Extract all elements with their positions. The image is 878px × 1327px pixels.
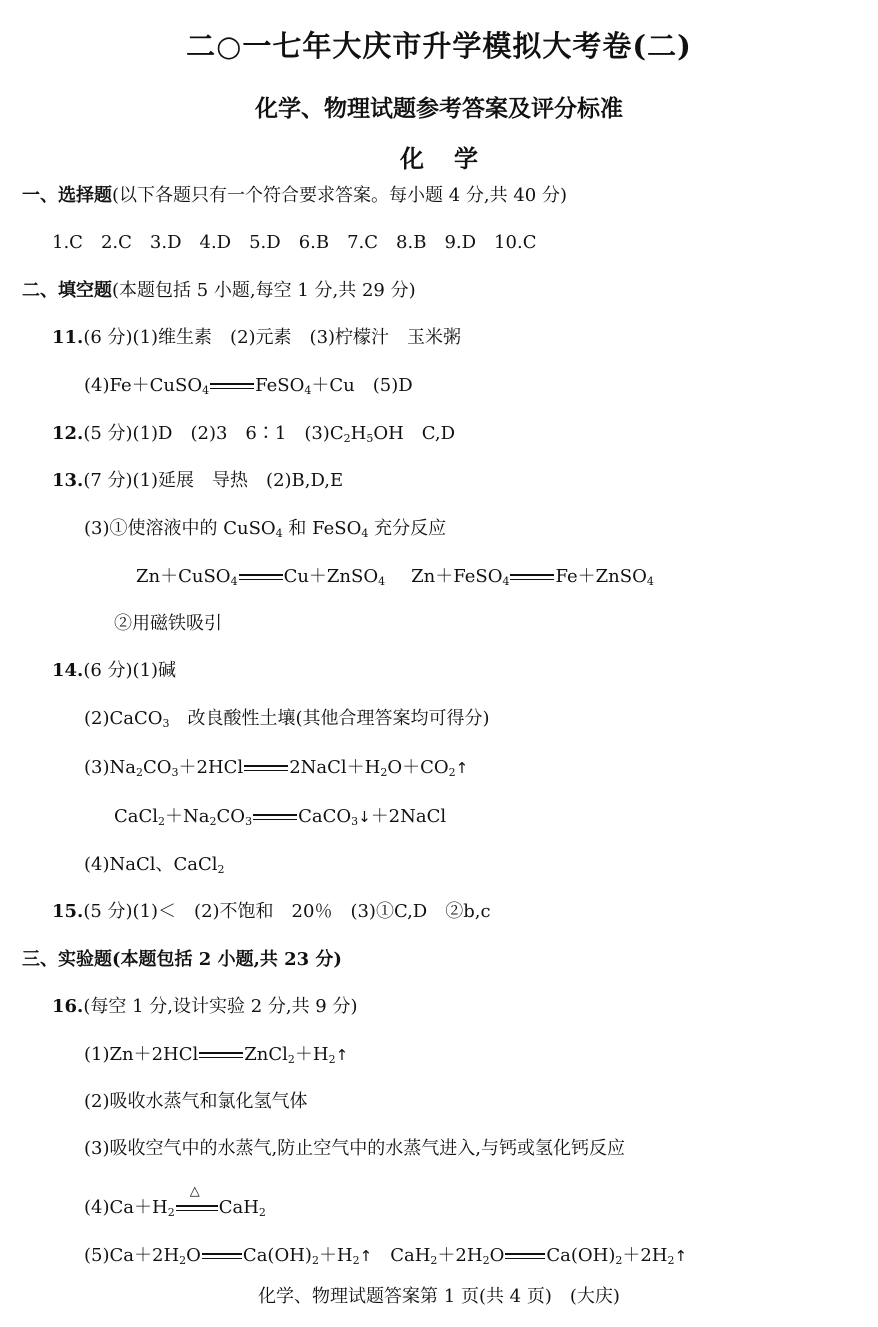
q13-b-sub2: 4	[361, 527, 369, 540]
q12-number: 12.	[52, 423, 84, 444]
q16-5-sub2: 2	[311, 1254, 319, 1267]
q11-answer-a: (6 分)(1)维生素 (2)元素 (3)柠檬汁 玉米粥	[83, 327, 462, 348]
q16-5-sub6: 2	[615, 1254, 623, 1267]
q12-sub2: 5	[366, 432, 374, 445]
q13-eq1b: Cu＋ZnSO	[283, 566, 379, 587]
section-2-heading	[22, 279, 416, 303]
q13-a: (7 分)(1)延展 导热 (2)B,D,E	[83, 470, 344, 491]
equals-sign	[244, 765, 288, 771]
q14-c2: CO	[142, 757, 172, 778]
section-1-note: (以下各题只有一个符合要求答案。每小题 4 分,共 40 分)	[112, 185, 568, 206]
q16-5-sub3: 2	[352, 1254, 360, 1267]
q14-d3: CO	[216, 806, 246, 827]
gas-up-arrow-icon: ↑	[359, 1247, 373, 1265]
q16-4-sub1: 2	[167, 1206, 175, 1219]
q13-b3: 充分反应	[368, 518, 447, 539]
q14-d5: ＋2NaCl	[370, 806, 447, 827]
q11-line-2	[84, 374, 413, 398]
q16-line-2	[84, 1043, 348, 1067]
q14-c1: (3)Na	[84, 757, 136, 778]
precipitate-down-arrow-icon: ↓	[358, 808, 371, 826]
q13-equations	[136, 565, 654, 589]
equals-sign	[253, 814, 297, 820]
q13-eq2b: Fe＋ZnSO	[555, 566, 647, 587]
q14-a: (6 分)(1)碱	[83, 660, 177, 681]
section-2-note: (本题包括 5 小题,每空 1 分,共 29 分)	[112, 280, 416, 301]
q16-number: 16.	[52, 996, 84, 1017]
q16-line-6	[84, 1244, 687, 1268]
q16-line-3: (2)吸收水蒸气和氯化氢气体	[84, 1091, 308, 1112]
q14-c-sub2: 3	[171, 766, 179, 779]
q12-b: H	[350, 423, 367, 444]
q14-line-2	[84, 707, 490, 731]
q11-b-sub2: 4	[304, 384, 312, 397]
section-1-title: 一、选择题	[22, 185, 112, 206]
q16-5-sub7: 2	[667, 1254, 675, 1267]
q16-line-5	[84, 1184, 266, 1220]
q14-c-sub1: 2	[135, 766, 143, 779]
equals-sign	[210, 383, 254, 389]
q13-line-4: ②用磁铁吸引	[114, 613, 222, 634]
q14-line-4	[114, 805, 446, 829]
q13-eq2a: Zn＋FeSO	[411, 566, 503, 587]
q12-a: (5 分)(1)D (2)3 6∶1 (3)C	[83, 423, 344, 444]
q13-b2: 和 FeSO	[282, 518, 362, 539]
q16-4-sub2: 2	[258, 1206, 266, 1219]
q14-c3: ＋2HCl	[178, 757, 244, 778]
q16-5g: O	[489, 1245, 505, 1266]
q14-d-sub1: 2	[158, 815, 166, 828]
section-3-heading: 三、实验题(本题包括 2 小题,共 23 分)	[22, 949, 342, 970]
q16-line-4: (3)吸收空气中的水蒸气,防止空气中的水蒸气进入,与钙或氢化钙反应	[84, 1138, 625, 1159]
q16-1c: ＋H	[294, 1044, 329, 1065]
section-2-title: 二、填空题	[22, 280, 112, 301]
q11-b-sub1: 4	[202, 384, 210, 397]
gas-up-arrow-icon: ↑	[674, 1247, 688, 1265]
q14-c5: O＋CO	[387, 757, 449, 778]
q11-number: 11.	[52, 327, 84, 348]
q14-b1: (2)CaCO	[84, 708, 163, 729]
q11-b1: (4)Fe＋CuSO	[84, 375, 203, 396]
heat-equals-sign	[176, 1184, 218, 1211]
q15-number: 15.	[52, 901, 84, 922]
q14-c4: 2NaCl＋H	[289, 757, 381, 778]
q14-line-3	[84, 756, 468, 780]
q14-d-sub4: 3	[351, 815, 359, 828]
q11-b2: FeSO	[255, 375, 305, 396]
q16-5a: (5)Ca＋2H	[84, 1245, 180, 1266]
document-title: 二○一七年大庆市升学模拟大考卷(二)	[186, 29, 692, 63]
q16-4a: (4)Ca＋H	[84, 1197, 168, 1218]
q12-sub1: 2	[343, 432, 351, 445]
q16-5b: O	[186, 1245, 201, 1266]
q14-number: 14.	[52, 660, 84, 681]
q13-b-sub1: 4	[275, 527, 283, 540]
q16-1-sub2: 2	[328, 1053, 336, 1066]
q14-line-5	[84, 853, 225, 877]
q13-number: 13.	[52, 470, 84, 491]
q14-d1: CaCl	[114, 806, 159, 827]
document-subtitle: 化学、物理试题参考答案及评分标准	[255, 95, 623, 122]
q14-b-sub: 3	[162, 717, 170, 730]
q16-5f: ＋2H	[437, 1245, 483, 1266]
section-1-heading	[22, 184, 567, 208]
equals-sign	[202, 1253, 242, 1259]
q16-4b: CaH	[218, 1197, 259, 1218]
q14-c-sub4: 2	[448, 766, 456, 779]
q13-eq1-sub2: 4	[378, 575, 386, 588]
q13-eq1-sub1: 4	[230, 575, 238, 588]
q16-a: (每空 1 分,设计实验 2 分,共 9 分)	[83, 996, 358, 1017]
q14-c-sub3: 2	[380, 766, 388, 779]
subject-heading: 化学	[400, 144, 508, 173]
q11-line-1	[52, 326, 461, 350]
equals-sign	[239, 574, 283, 580]
q15-a: (5 分)(1)＜ (2)不饱和 20％ (3)①C,D ②b,c	[83, 901, 491, 922]
q14-d-sub3: 3	[245, 815, 253, 828]
q14-d-sub2: 2	[209, 815, 217, 828]
q16-5d: ＋H	[318, 1245, 353, 1266]
q12-line	[52, 422, 455, 446]
q14-line-1	[52, 659, 176, 683]
q13-b1: (3)①使溶液中的 CuSO	[84, 518, 276, 539]
q16-5-sub5: 2	[482, 1254, 490, 1267]
gas-up-arrow-icon: ↑	[335, 1046, 349, 1064]
q16-5-sub1: 2	[179, 1254, 187, 1267]
q16-5-sub4: 2	[430, 1254, 438, 1267]
equals-sign	[510, 574, 554, 580]
q15-line	[52, 900, 491, 924]
q14-b2: 改良酸性土壤(其他合理答案均可得分)	[169, 708, 490, 729]
q12-c: OH C,D	[373, 423, 456, 444]
q14-e-sub: 2	[217, 863, 225, 876]
equals-sign	[199, 1052, 243, 1058]
section-1-answers: 1.C 2.C 3.D 4.D 5.D 6.B 7.C 8.B 9.D 10.C	[52, 232, 537, 253]
q13-eq2-sub2: 4	[646, 575, 654, 588]
q13-line-2	[84, 517, 446, 541]
q16-5e: CaH	[390, 1245, 431, 1266]
q16-5c: Ca(OH)	[242, 1245, 312, 1266]
q13-eq1a: Zn＋CuSO	[136, 566, 231, 587]
heat-triangle-icon: △	[189, 1184, 200, 1199]
q11-b3: ＋Cu (5)D	[311, 375, 413, 396]
q14-d2: ＋Na	[165, 806, 210, 827]
q14-d4: CaCO	[298, 806, 352, 827]
q13-line-1	[52, 469, 343, 493]
q16-5h: Ca(OH)	[546, 1245, 616, 1266]
q16-line-1	[52, 995, 358, 1019]
q16-1a: (1)Zn＋2HCl	[84, 1044, 199, 1065]
q16-1-sub1: 2	[287, 1053, 295, 1066]
equals-sign	[505, 1253, 545, 1259]
page-footer: 化学、物理试题答案第 1 页(共 4 页) (大庆)	[258, 1286, 620, 1307]
gas-up-arrow-icon: ↑	[455, 759, 469, 777]
q16-1b: ZnCl	[244, 1044, 288, 1065]
q14-e1: (4)NaCl、CaCl	[84, 854, 218, 875]
q16-5i: ＋2H	[622, 1245, 668, 1266]
q13-eq2-sub1: 4	[502, 575, 510, 588]
